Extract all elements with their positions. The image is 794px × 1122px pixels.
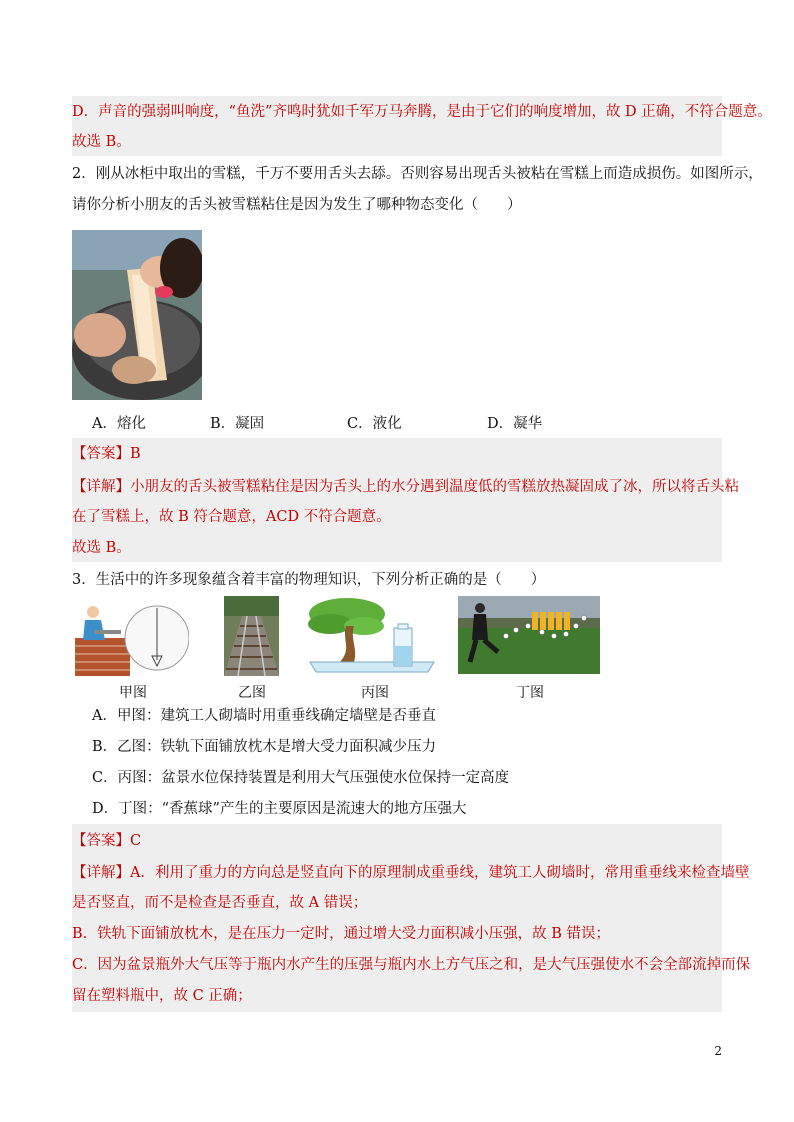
q2-option-b: B．凝固: [210, 416, 265, 432]
prev-conclusion: 故选 B。: [72, 134, 131, 150]
q3-detail-line2: 是否竖直，而不是检查是否垂直，故 A 错误；: [72, 895, 368, 911]
q3-option-c: C．丙图：盆景水位保持装置是利用大气压强使水位保持一定高度: [92, 770, 510, 786]
q3-figure-bing: [302, 596, 442, 676]
q3-caption-bing: 丙图: [361, 685, 389, 701]
q3-figure-jia: [75, 600, 189, 676]
answer-block-q3: [72, 824, 751, 1012]
q3-caption-jia: 甲图: [119, 685, 147, 701]
q3-option-b: B．乙图：铁轨下面铺放枕木是增大受力面积减少压力: [92, 739, 437, 755]
q3-detail-line4: C．因为盆景瓶外大气压等于瓶内水产生的压强与瓶内水上方气压之和，是大气压强使水不会全部流掉而保: [72, 957, 751, 973]
q2-popsicle-photo: [72, 230, 202, 400]
q2-conclusion: 故选 B。: [72, 540, 131, 556]
q3-detail-line3: B．铁轨下面铺放枕木，是在压力一定时，通过增大受力面积减小压强，故 B 错误；: [72, 926, 611, 942]
q2-stem-line1: 2．刚从冰柜中取出的雪糕，千万不要用舌头去舔。否则容易出现舌头被粘在雪糕上而造成损伤。如图所示，: [72, 166, 763, 182]
page-number: 2: [714, 1044, 722, 1058]
q3-figure-ding: [458, 596, 600, 674]
q3-figure-yi: [224, 596, 279, 676]
q2-option-a: A．熔化: [92, 416, 146, 432]
q3-option-d: D．丁图：“香蕉球”产生的主要原因是流速大的地方压强大: [92, 801, 467, 817]
q3-answer: 【答案】C: [72, 833, 142, 849]
q2-answer: 【答案】B: [72, 446, 141, 462]
q3-caption-yi: 乙图: [238, 685, 266, 701]
q2-detail-line1: 【详解】小朋友的舌头被雪糕粘住是因为舌头上的水分遇到温度低的雪糕放热凝固成了冰，所以将舌头粘: [72, 479, 739, 495]
q2-option-c: C．液化: [347, 416, 402, 432]
q3-caption-ding: 丁图: [516, 685, 544, 701]
q3-detail-line1: 【详解】A．利用了重力的方向总是竖直向下的原理制成重垂线，建筑工人砌墙时，常用重垂线来检查墙壁: [72, 865, 750, 881]
q2-stem-line2: 请你分析小朋友的舌头被雪糕粘住是因为发生了哪种物态变化（ ）: [72, 197, 522, 213]
detail-label: 【详解】: [72, 479, 130, 495]
q2-option-d: D．凝华: [487, 416, 543, 432]
q3-stem: 3．生活中的许多现象蕴含着丰富的物理知识，下列分析正确的是（ ）: [72, 572, 546, 588]
detail-label: 【详解】: [72, 865, 130, 881]
q2-detail-line2: 在了雪糕上，故 B 符合题意，ACD 不符合题意。: [72, 509, 391, 525]
q3-detail-line5: 留在塑料瓶中，故 C 正确；: [72, 988, 252, 1004]
prev-detail-line: D．声音的强弱叫响度，“鱼洗”齐鸣时犹如千军万马奔腾，是由于它们的响度增加，故 D 正确，不符合题意。: [72, 104, 772, 120]
q3-option-a: A．甲图：建筑工人砌墙时用重垂线确定墙壁是否垂直: [92, 708, 436, 724]
